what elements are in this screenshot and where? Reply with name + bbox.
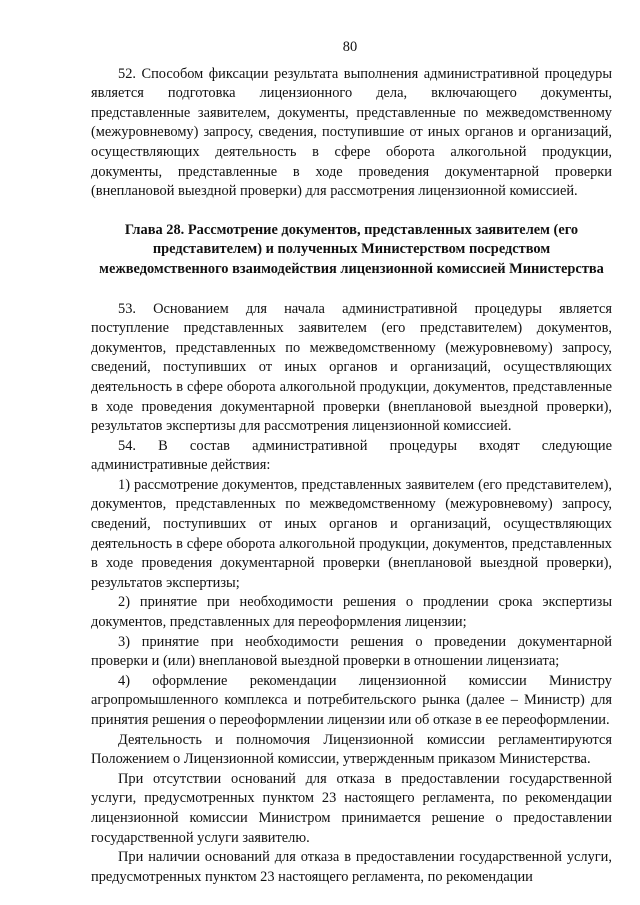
list-item-4: 4) оформление рекомендации лицензионной комиссии Министру агропромышленного комплекса и потребительского рынка (далее – Министр) для принятия решения о переоформлении лицензии или об отказе в ее переоформлении. [91, 672, 612, 728]
document-page [91, 38, 612, 887]
paragraph-grounds-refusal: При наличии оснований для отказа в предоставлении государственной услуги, предусмотренных пунктом 23 настоящего регламента, по рекомендации [91, 849, 612, 885]
list-item-1: 1) рассмотрение документов, представленных заявителем (его представителем), документов, представленных по межведомственному (межуровневому) запросу, сведений, поступивших от иных органов и организаций, осуществляющих деятельность в сфере оборота алкогольной продукции, документов, представленных в ходе проведения документарной проверки (внеплановой выездной проверки), результатов экспертизы; [91, 476, 612, 591]
paragraph-53: 53. Основанием для начала административной процедуры является поступление представленных заявителем (его представителем) документов, документов, представленных по межведомственному (межуровневому) запросу, сведений, поступивших от иных органов и организаций, осуществляющих деятельность в сфере оборота алкогольной продукции, документов, представленные в ходе проведения документарной проверки (внеплановой выездной проверки), результатов экспертизы для рассмотрения лицензионной комиссией. [91, 300, 612, 435]
paragraph-54: 54. В состав административной процедуры входят следующие административные действия: [91, 437, 612, 474]
paragraph-commission-powers: Деятельность и полномочия Лицензионной комиссии регламентируются Положением о Лицензионной комиссии, утвержденным приказом Министерства. [91, 731, 612, 768]
list-item-3: 3) принятие при необходимости решения о проведении документарной проверки и (или) внеплановой выездной проверки в отношении лицензиата; [91, 633, 612, 670]
chapter-heading: Глава 28. Рассмотрение документов, представленных заявителем (его представителем) и полученных Министерством посредством межведомственного взаимодействия лицензионной комиссией Министерства [99, 221, 604, 277]
paragraph-no-grounds-refusal: При отсутствии оснований для отказа в предоставлении государственной услуги, предусмотренных пунктом 23 настоящего регламента, по рекомендации лицензионной комиссии Министром принимается решение о предоставлении государственной услуги заявителю. [91, 770, 612, 846]
page-number: 80 [342, 39, 358, 55]
paragraph-52: 52. Способом фиксации результата выполнения административной процедуры является подготовка лицензионного дела, включающего документы, представленные заявителем, документы, представленные по межведомственному (межуровневому) запросу, сведения, поступившие от иных органов и организаций, осуществляющих деятельность в сфере оборота алкогольной продукции, документы, представленные в ходе проведения документарной проверки (внеплановой выездной проверки) для рассмотрения лицензионной комиссией. [91, 65, 612, 200]
list-item-2: 2) принятие при необходимости решения о продлении срока экспертизы документов, представленных для переоформления лицензии; [91, 594, 612, 631]
